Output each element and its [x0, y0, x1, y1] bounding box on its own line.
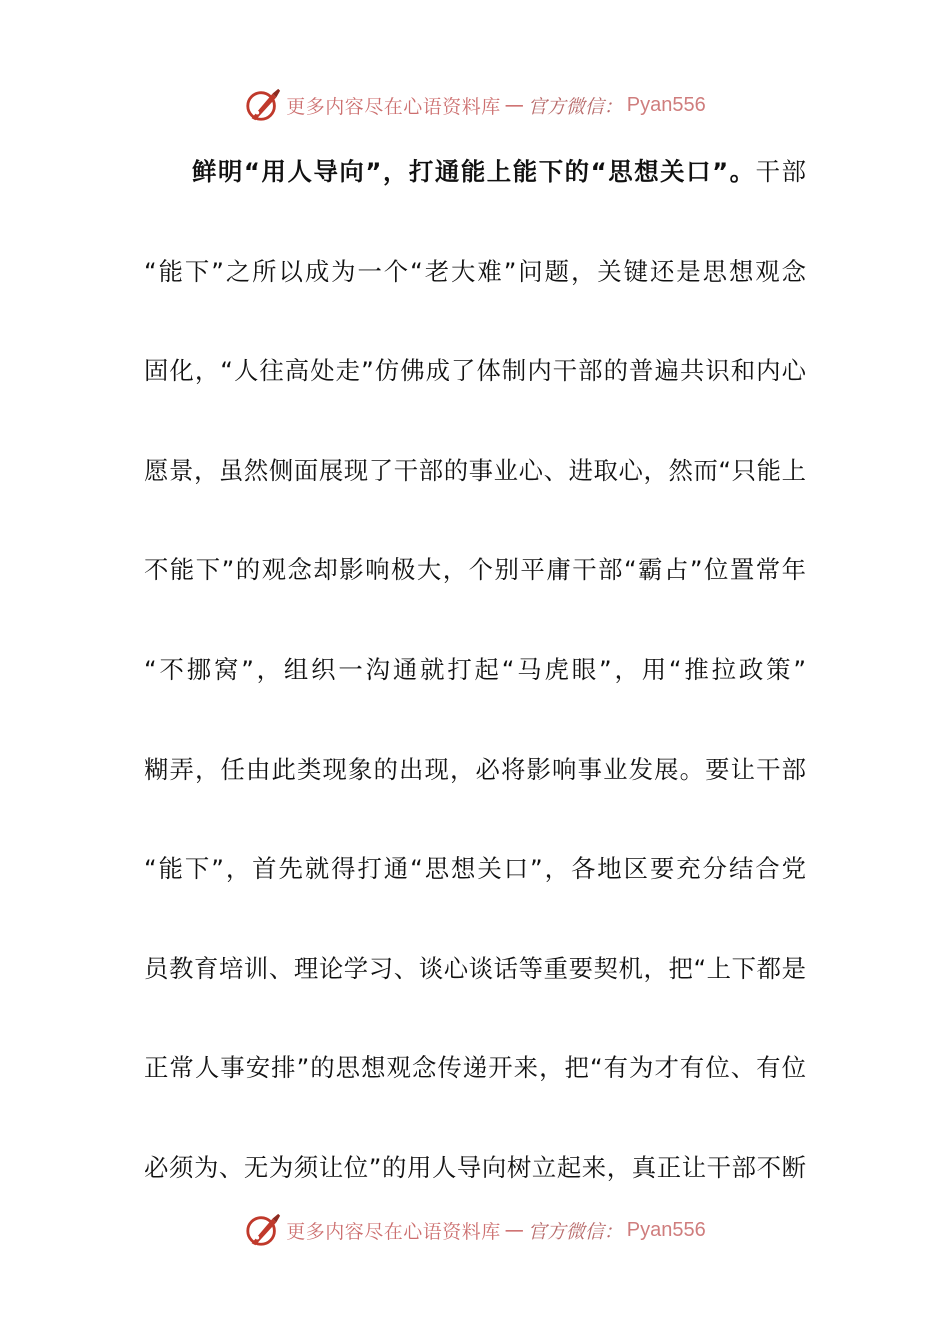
pen-logo-icon	[244, 1211, 282, 1249]
paragraph-line: 愿景，虽然侧面展现了干部的事业心、进取心，然而“只能上	[144, 455, 806, 485]
banner-wechat-id: Pyan556	[626, 1218, 706, 1241]
paragraph-line: 员教育培训、理论学习、谈心谈话等重要契机，把“上下都是	[144, 953, 806, 983]
paragraph-line: 糊弄，任由此类现象的出现，必将影响事业发展。要让干部	[144, 754, 806, 784]
paragraph-line: 固化，“人往高处走”仿佛成了体制内干部的普遍共识和内心	[144, 356, 806, 386]
footer-banner-content	[244, 1211, 706, 1249]
article-paragraph	[144, 143, 806, 1239]
paragraph-heading: 鲜明“用人导向”，打通能上能下的“思想关口”。	[192, 157, 756, 186]
paragraph-line-1-rest: 干部	[755, 157, 806, 186]
banner-title: 更多内容尽在心语资料库	[286, 95, 501, 118]
paragraph-line: 正常人事安排”的思想观念传递开来，把“有为才有位、有位	[144, 1053, 806, 1083]
banner-separator: —	[504, 1219, 524, 1241]
banner-wechat-label: 官方微信：	[527, 1220, 623, 1243]
paragraph-line-1	[144, 143, 806, 243]
footer-banner	[0, 1208, 950, 1252]
paragraph-line: “不挪窝”，组织一沟通就打起“马虎眼”，用“推拉政策”	[144, 654, 806, 684]
pen-logo-icon	[244, 86, 282, 124]
header-banner	[0, 83, 950, 127]
banner-wechat-id: Pyan556	[626, 93, 706, 116]
banner-separator: —	[504, 94, 524, 116]
banner-title: 更多内容尽在心语资料库	[286, 1220, 501, 1243]
banner-wechat-label: 官方微信：	[527, 95, 623, 118]
paragraph-line: “能下”之所以成为一个“老大难”问题，关键还是思想观念	[144, 256, 806, 286]
header-banner-content	[244, 86, 706, 124]
paragraph-line: 不能下”的观念却影响极大，个别平庸干部“霸占”位置常年	[144, 555, 806, 585]
paragraph-line: “能下”，首先就得打通“思想关口”，各地区要充分结合党	[144, 854, 806, 884]
paragraph-line: 必须为、无为须让位”的用人导向树立起来，真正让干部不断	[144, 1152, 806, 1182]
